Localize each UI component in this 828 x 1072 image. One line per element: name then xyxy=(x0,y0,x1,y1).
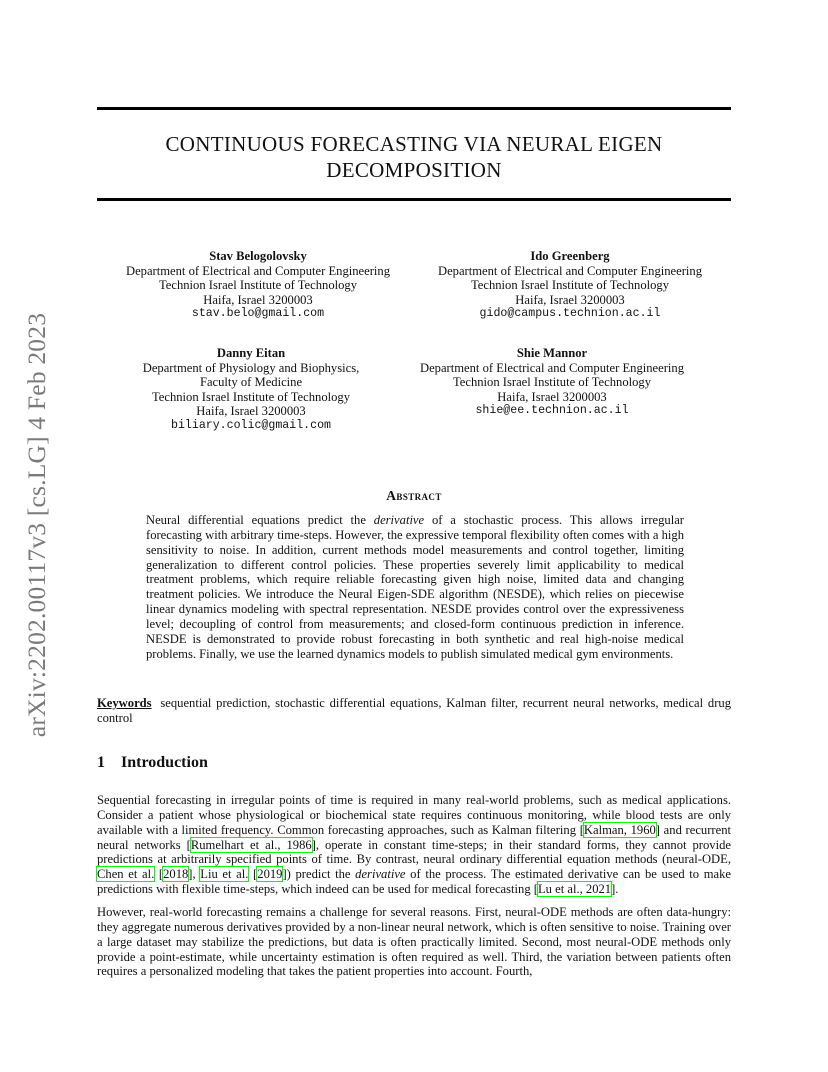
keywords-label: Keywords xyxy=(97,696,152,710)
intro-paragraph: Sequential forecasting in irregular points of time is required in many real-world problems, such as medical applications. Consider a patient whose physiological or biochemical state requires continuous monitoring, while blood tests are only available with a limited frequency. Common forecasting approaches, such as Kalman filtering [Kalman, 1960] and recurrent neural networks [Rumelhart et al., 1986], operate in constant time-steps; in their standard forms, they cannot provide predictions at arbitrarily specified points of time. By contrast, neural ordinary differential equation methods (neural-ODE, Chen et al. [2018], Liu et al. [2019]) predict the derivative of the process. The estimated derivative can be used to make predictions with flexible time-steps, which indeed can be used for medical forecasting [Lu et al., 2021]. xyxy=(97,793,732,897)
author-affiliation: Technion Israel Institute of Technology xyxy=(452,375,652,390)
paper-title: CONTINUOUS FORECASTING VIA NEURAL EIGEN DECOMPOSITION xyxy=(165,132,663,182)
abstract-body: Neural differential equations predict the derivative of a stochastic process. This allows irregular forecasting with arbitrary time-steps. However, the expressive temporal flexibility often comes with a high sensitivity to noise. In addition, current methods model measurements and control together, limiting generalization to different control policies. These properties severely limit applicability to medical treatment problems, which require reliable forecasting given high noise, limited data and changing treatment policies. We introduce the Neural Eigen-SDE algorithm (NESDE), which relies on piecewise linear dynamics modeling with spectral representation. NESDE provides control over the expressiveness level; decoupling of control from measurements; and closed-form continuous prediction in inference. NESDE is demonstrated to provide robust forecasting in both synthetic and real high-noise medical problems. Finally, we use the learned dynamics models to publish simulated medical gym environments. xyxy=(146,513,685,661)
author-email[interactable]: stav.belo@gmail.com xyxy=(191,307,325,321)
abstract-heading: Abstract xyxy=(386,488,442,503)
section-heading xyxy=(97,754,208,772)
author-affiliation: Department of Electrical and Computer Engineering xyxy=(125,263,391,278)
author-affiliation: Department of Electrical and Computer Engineering xyxy=(419,360,685,375)
citation-link[interactable]: 2019 xyxy=(257,867,283,882)
author-email[interactable]: gido@campus.technion.ac.il xyxy=(479,307,661,321)
author-affiliation: Faculty of Medicine xyxy=(199,375,303,390)
author-block xyxy=(402,346,702,419)
author-name: Shie Mannor xyxy=(516,346,588,360)
author-block xyxy=(420,249,720,322)
citation-link[interactable]: Kalman, 1960 xyxy=(583,822,656,837)
author-affiliation: Technion Israel Institute of Technology xyxy=(151,389,351,404)
intro-paragraph: However, real-world forecasting remains a challenge for several reasons. First, neural-ODE methods are often data-hungry: they aggregate numerous derivatives provided by a non-linear neural network, which is often sensitive to noise. Training over a large dataset may stabilize the predictions, but data is often practically limited. Second, most neural-ODE methods only provide a point-estimate, while uncertainty estimation is often required as well. Third, the variation between patients often requires a personalized modeling that takes the patient properties into account. Fourth, xyxy=(97,905,731,979)
author-address: Haifa, Israel 3200003 xyxy=(515,292,625,307)
citation-link[interactable]: Rumelhart et al., 1986 xyxy=(190,837,312,852)
author-affiliation: Technion Israel Institute of Technology xyxy=(158,278,358,293)
citation-link[interactable]: 2018 xyxy=(163,867,189,882)
keywords-text: sequential prediction, stochastic differential equations, Kalman filter, recurrent neural networks, medical drug control xyxy=(97,696,732,725)
author-address: Haifa, Israel 3200003 xyxy=(497,389,607,404)
author-address: Haifa, Israel 3200003 xyxy=(196,404,306,419)
author-email[interactable]: shie@ee.technion.ac.il xyxy=(475,404,629,418)
author-address: Haifa, Israel 3200003 xyxy=(203,292,313,307)
author-name: Ido Greenberg xyxy=(530,249,610,263)
title-rule-bottom xyxy=(97,198,731,201)
author-affiliation: Department of Physiology and Biophysics, xyxy=(142,360,360,375)
citation-link[interactable]: Chen et al. xyxy=(97,867,155,882)
section-title: Introduction xyxy=(121,754,208,771)
title-rule-top xyxy=(97,107,731,110)
author-affiliation: Department of Electrical and Computer Engineering xyxy=(437,263,703,278)
author-block xyxy=(108,346,394,434)
author-name: Danny Eitan xyxy=(216,346,286,360)
keywords xyxy=(97,696,731,726)
author-affiliation: Technion Israel Institute of Technology xyxy=(470,278,670,293)
citation-link[interactable]: Liu et al. xyxy=(200,867,249,882)
author-block xyxy=(108,249,408,322)
author-email[interactable]: biliary.colic@gmail.com xyxy=(170,418,332,432)
citation-link[interactable]: Lu et al., 2021 xyxy=(537,882,612,897)
author-name: Stav Belogolovsky xyxy=(209,249,307,263)
arxiv-stamp: arXiv:2202.00117v3 [cs.LG] 4 Feb 2023 xyxy=(22,312,51,738)
section-number: 1 xyxy=(97,754,105,771)
